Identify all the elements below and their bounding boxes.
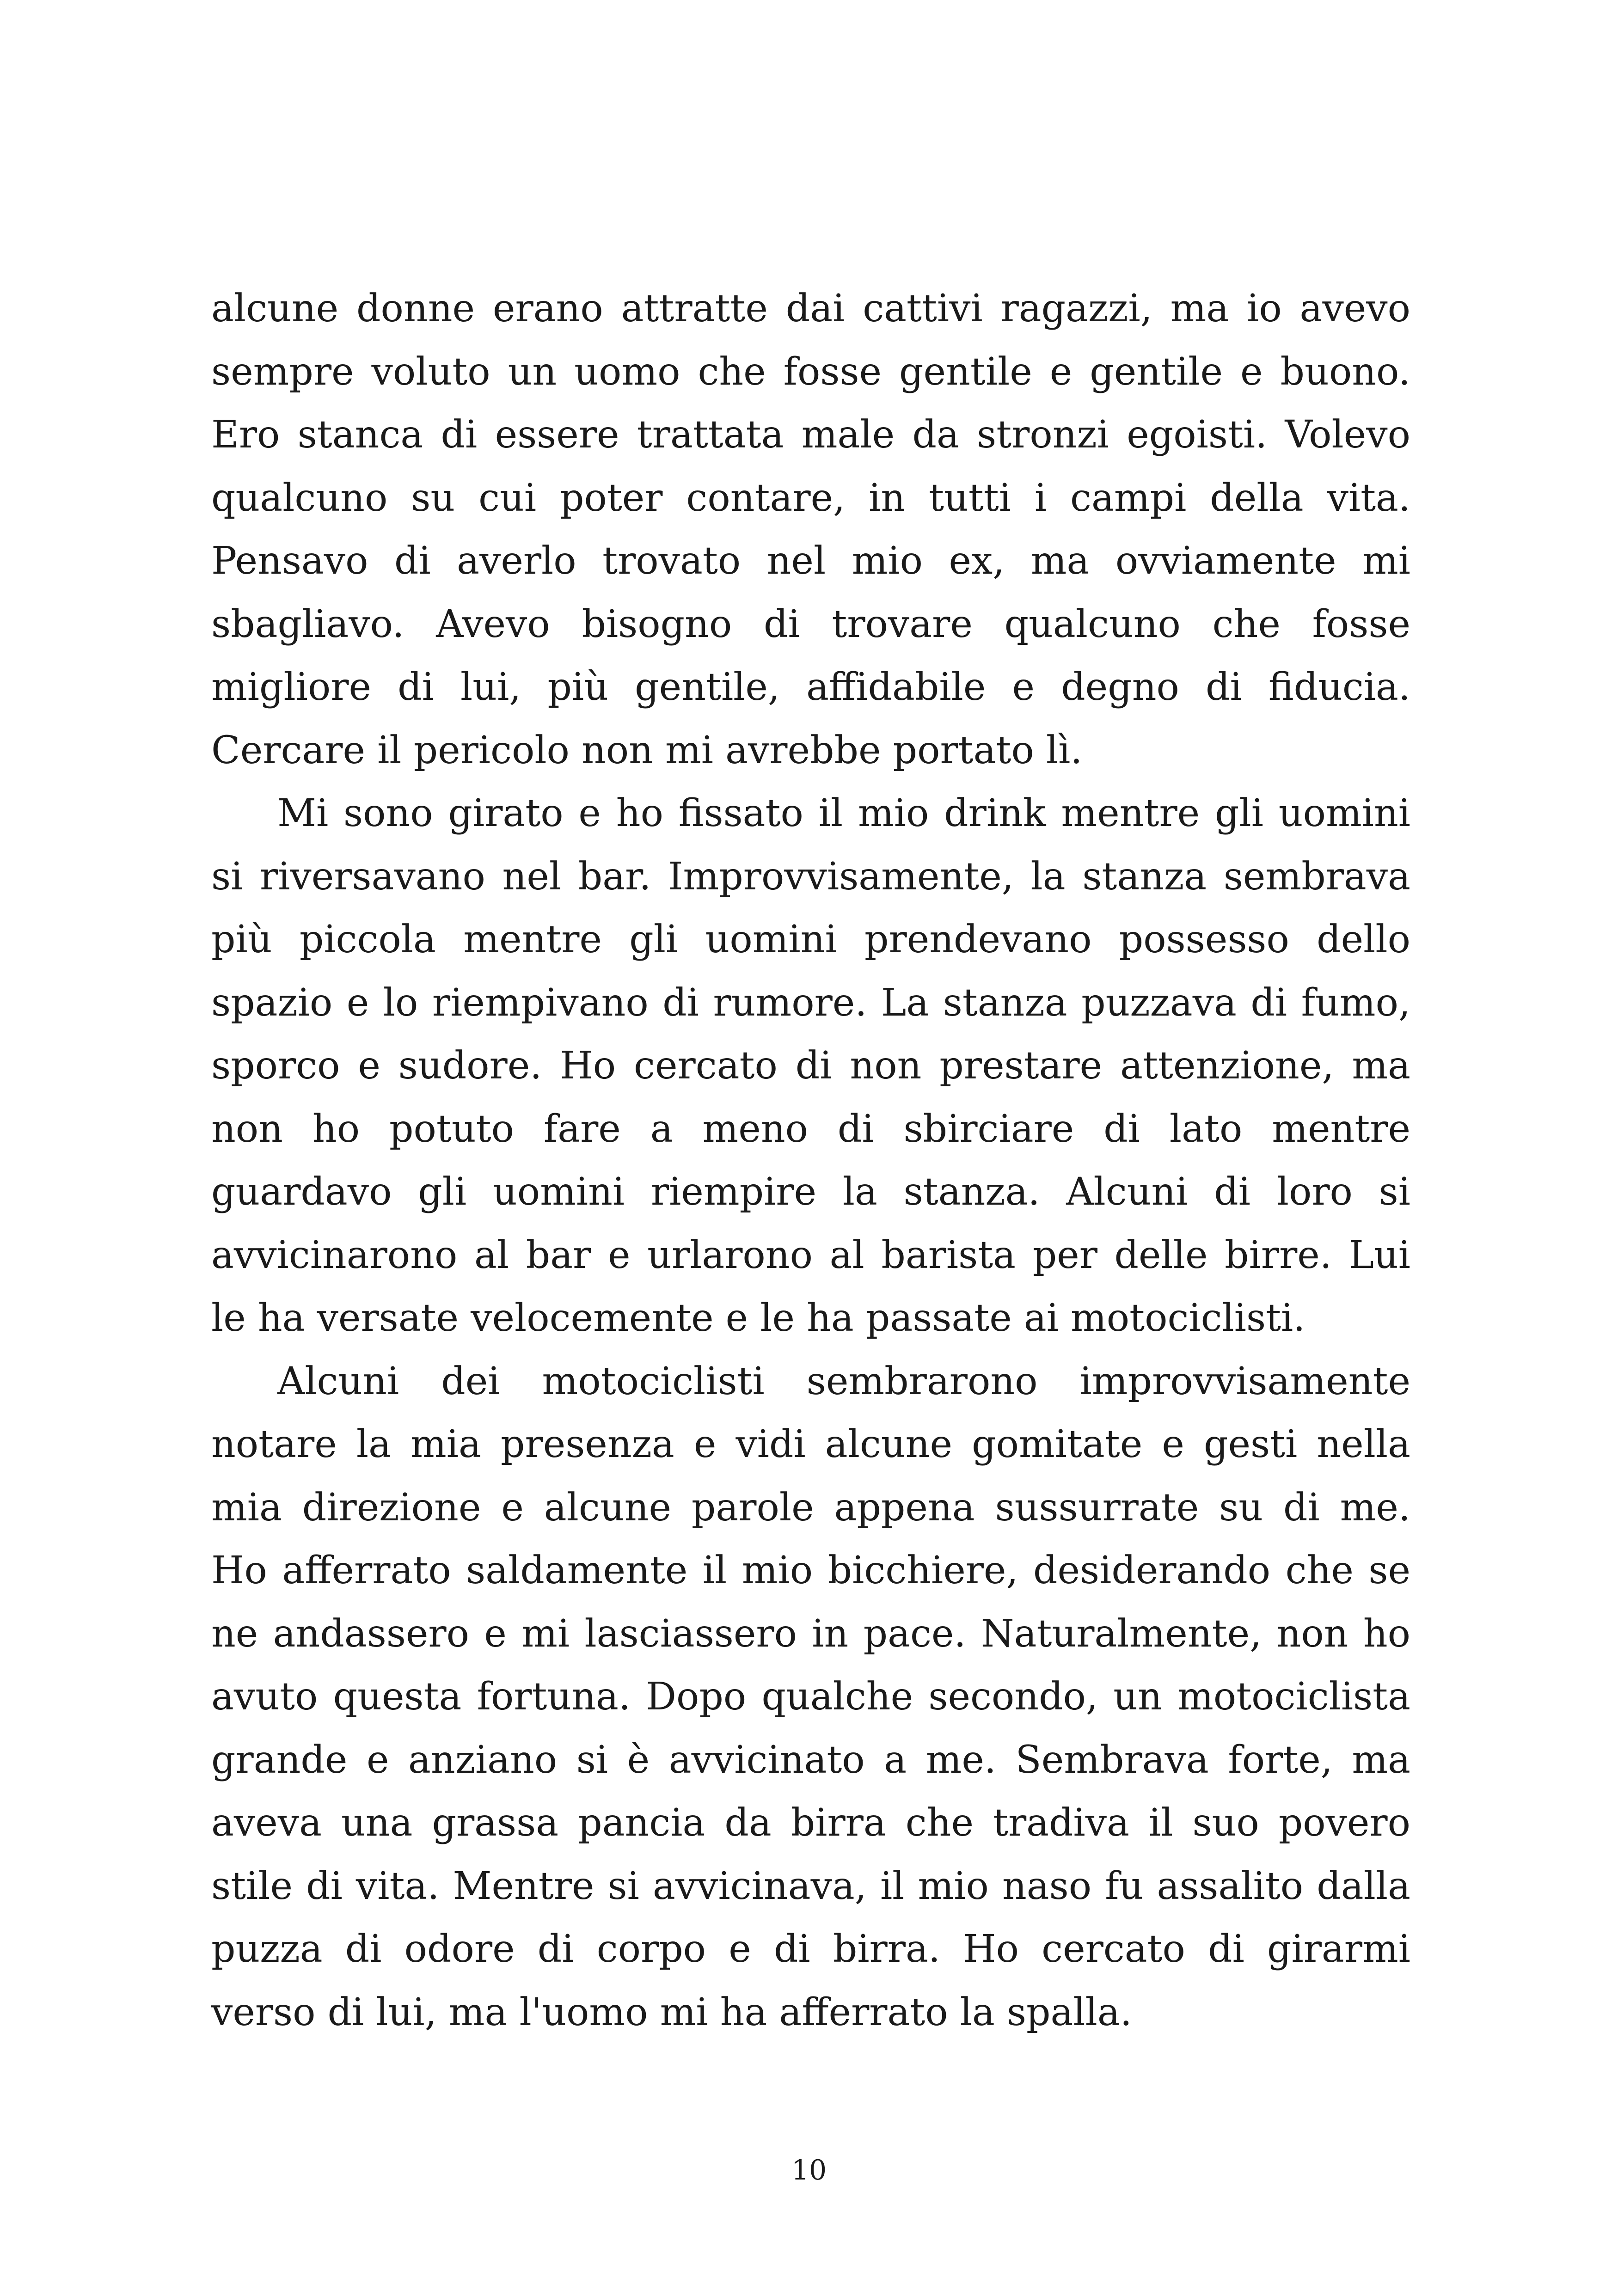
text-line: avuto questa fortuna. Dopo qualche secondo, un motociclista — [211, 1675, 1410, 1719]
text-line: guardavo gli uomini riempire la stanza. Alcuni di loro si — [211, 1170, 1410, 1214]
body-text — [211, 277, 1410, 2044]
text-line: si riversavano nel bar. Improvvisamente, la stanza sembrava — [211, 854, 1410, 899]
paragraph-1 — [211, 277, 1410, 782]
text-line: non ho potuto fare a meno di sbirciare di lato mentre — [211, 1107, 1410, 1151]
text-line: migliore di lui, più gentile, affidabile e degno di fiducia. — [211, 665, 1410, 709]
text-line: spazio e lo riempivano di rumore. La stanza puzzava di fumo, — [211, 980, 1410, 1025]
text-line: verso di lui, ma l'uomo mi ha afferrato la spalla. — [211, 1990, 1132, 2034]
text-line: sbagliavo. Avevo bisogno di trovare qualcuno che fosse — [211, 602, 1410, 646]
text-line: Ho afferrato saldamente il mio bicchiere, desiderando che se — [211, 1549, 1410, 1592]
text-line: Ero stanca di essere trattata male da stronzi egoisti. Volevo — [211, 413, 1410, 457]
text-line: notare la mia presenza e vidi alcune gomitate e gesti nella — [211, 1422, 1410, 1466]
text-line: sporco e sudore. Ho cercato di non prestare attenzione, ma — [211, 1044, 1410, 1088]
text-line: grande e anziano si è avvicinato a me. Sembrava forte, ma — [211, 1738, 1410, 1782]
paragraph-3 — [211, 1350, 1410, 2045]
page-number: 10 — [791, 2154, 827, 2186]
text-line: puzza di odore di corpo e di birra. Ho cercato di girarmi — [211, 1927, 1410, 1971]
text-line: Alcuni dei motociclisti sembrarono improvvisamente — [277, 1359, 1410, 1403]
text-line: Pensavo di averlo trovato nel mio ex, ma ovviamente mi — [211, 539, 1410, 583]
text-line: stile di vita. Mentre si avvicinava, il mio naso fu assalito dalla — [211, 1864, 1410, 1908]
text-line: qualcuno su cui poter contare, in tutti i campi della vita. — [211, 476, 1410, 520]
text-line: più piccola mentre gli uomini prendevano possesso dello — [211, 918, 1410, 961]
text-line: aveva una grassa pancia da birra che tradiva il suo povero — [211, 1801, 1410, 1845]
text-line: avvicinarono al bar e urlarono al barista per delle birre. Lui — [211, 1233, 1410, 1277]
text-line: Mi sono girato e ho fissato il mio drink mentre gli uomini — [277, 791, 1410, 835]
text-line: sempre voluto un uomo che fosse gentile e gentile e buono. — [211, 349, 1410, 394]
text-line: le ha versate velocemente e le ha passate ai motociclisti. — [211, 1296, 1305, 1340]
text-line: ne andassero e mi lasciassero in pace. Naturalmente, non ho — [211, 1611, 1410, 1656]
paragraph-2 — [211, 782, 1410, 1350]
text-line: mia direzione e alcune parole appena sussurrate su di me. — [211, 1485, 1410, 1530]
text-line: Cercare il pericolo non mi avrebbe portato lì. — [211, 728, 1083, 772]
text-line: alcune donne erano attratte dai cattivi ragazzi, ma io avevo — [211, 287, 1410, 331]
